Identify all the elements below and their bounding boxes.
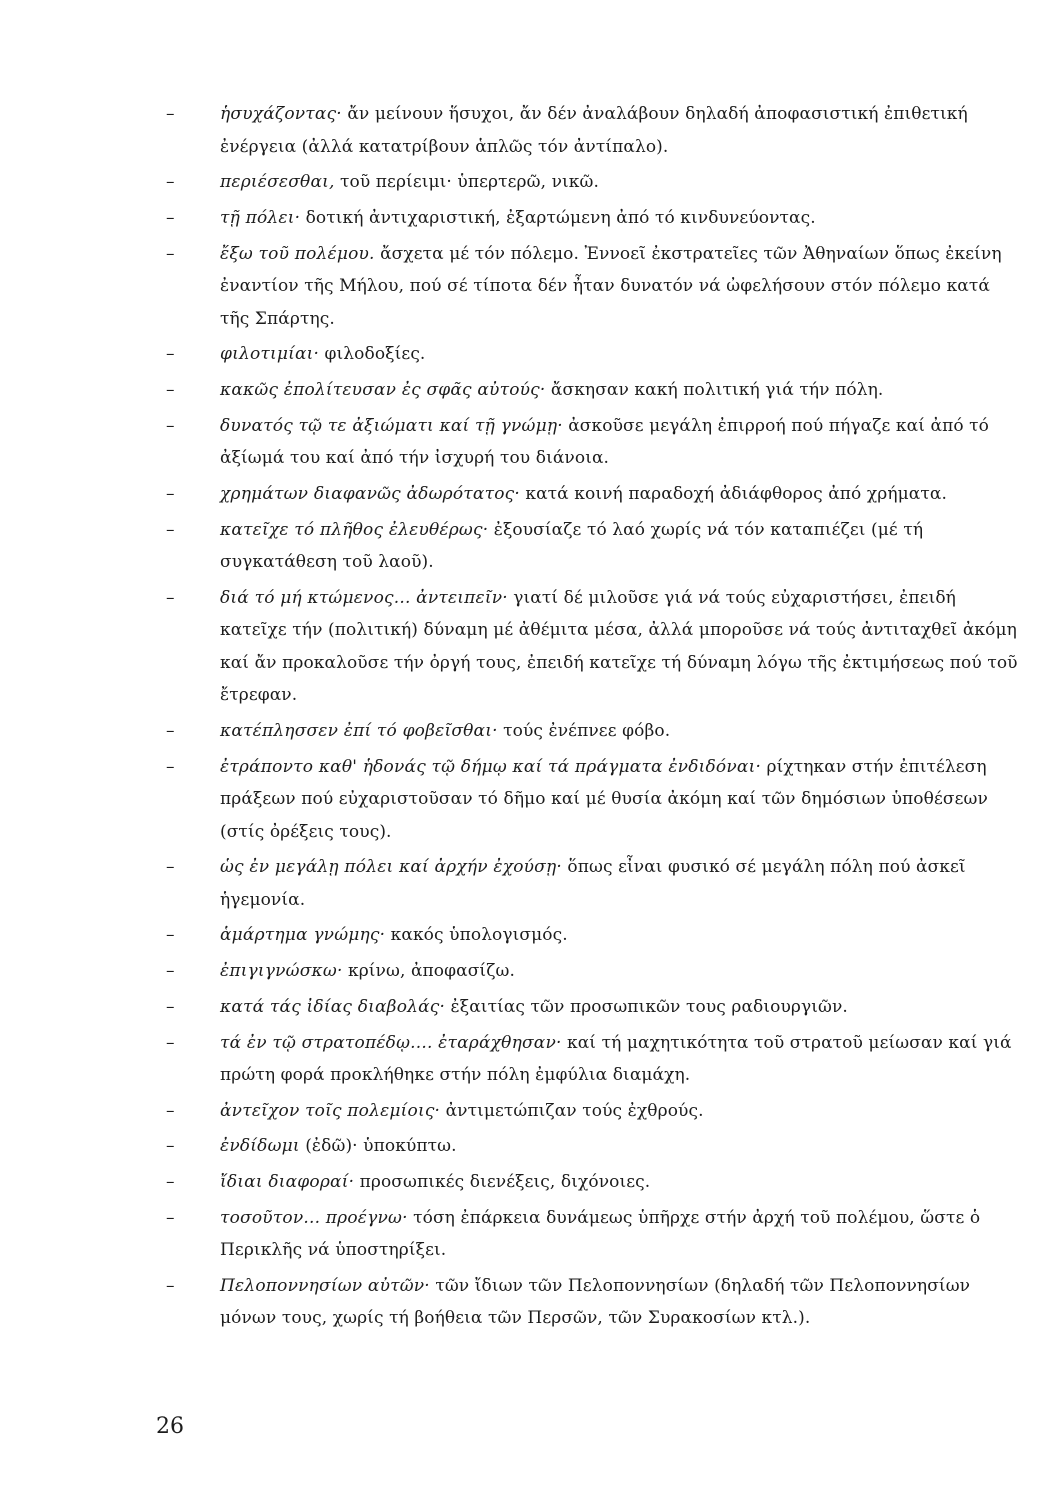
entry-term: διά τό μή κτώμενος... ἀντειπεῖν· [220,587,508,608]
entry-definition: κατά κοινή παραδοχή ἀδιάφθορος ἀπό χρήματα. [525,483,947,504]
glossary-entry [158,1095,1020,1128]
glossary-entry [158,1270,1020,1335]
glossary-entry [158,202,1020,235]
entry-definition: καί τή μαχητικότητα τοῦ στρατοῦ μείωσαν καί γιά πρώτη φορά προκλήθηκε στήν πόλη ἐμφύλια διαμάχη. [220,1032,1012,1085]
entry-term: ἁμάρτημα γνώμης· [220,925,386,946]
glossary-entry [158,238,1020,336]
glossary-entry [158,1202,1020,1267]
glossary-entry [158,751,1020,849]
entry-dash: – [166,379,175,400]
glossary-entry [158,1130,1020,1163]
glossary-entry [158,514,1020,579]
entry-term: κατά τάς ἰδίας διαβολάς· [220,996,446,1017]
entry-term: περιέσεσθαι, [220,172,335,193]
entry-term: τῇ πόλει· [220,207,301,228]
entry-term: κατέπλησσεν ἐπί τό φοβεῖσθαι· [220,720,498,741]
glossary-entry [158,919,1020,952]
entry-term: ἀντεῖχον τοῖς πολεμίοις· [220,1100,441,1121]
entry-term: τοσοῦτον... προέγνω· [220,1207,408,1228]
entry-dash: – [166,1275,175,1296]
entry-dash: – [166,961,175,982]
entry-term: κακῶς ἐπολίτευσαν ἐς σφᾶς αὐτούς· [220,379,546,400]
page-number: 26 [156,1414,184,1439]
entry-dash: – [166,587,175,608]
entry-term: τά ἐν τῷ στρατοπέδῳ.... ἐταράχθησαν· [220,1032,562,1053]
glossary-list [158,98,1020,1338]
entry-definition: (ἐδῶ)· ὑποκύπτω. [305,1136,457,1157]
entry-term: Πελοποννησίων αὐτῶν· [220,1275,430,1296]
entry-definition: τοῦ περίειμι· ὑπερτερῶ, νικῶ. [340,172,599,193]
entry-definition: προσωπικές διενέξεις, διχόνοιες. [359,1172,651,1193]
entry-term: ἐνδίδωμι [220,1136,300,1157]
entry-dash: – [166,415,175,436]
entry-dash: – [166,1172,175,1193]
entry-dash: – [166,172,175,193]
entry-dash: – [166,720,175,741]
glossary-entry [158,1166,1020,1199]
entry-definition: ἀντιμετώπιζαν τούς ἐχθρούς. [445,1100,704,1121]
entry-definition: κρίνω, ἀποφασίζω. [347,961,515,982]
glossary-entry [158,98,1020,163]
entry-dash: – [166,1100,175,1121]
entry-dash: – [166,207,175,228]
entry-dash: – [166,243,175,264]
entry-term: φιλοτιμίαι· [220,344,320,365]
entry-term: ἴδιαι διαφοραί· [220,1172,355,1193]
entry-definition: ἀσκοῦσε μεγάλη ἐπιρροή πού πήγαζε καί ἀπό τό ἀξίωμά του καί ἀπό τήν ἰσχυρή του διάνοια. [220,415,990,469]
entry-dash: – [166,1136,175,1157]
entry-term: ἡσυχάζοντας· [220,104,342,124]
glossary-entry [158,410,1020,475]
glossary-entry [158,1027,1020,1092]
entry-term: ὡς ἐν μεγάλῃ πόλει καί ἀρχήν ἐχούσῃ· [220,857,562,878]
entry-definition: ἄν μείνουν ἥσυχοι, ἄν δέν ἀναλάβουν δηλαδή ἀποφασιστική ἐπιθετική ἐνέργεια (ἀλλά κατατρίβουν ἁπλῶς τόν ἀντίπαλο). [220,104,968,157]
entry-definition: γιατί δέ μιλοῦσε γιά νά τούς εὐχαριστήσει, ἐπειδή κατεῖχε τήν (πολιτική) δύναμη μέ ἀθέμιτα μέσα, ἀλλά μποροῦσε νά τούς ἀντιταχθεῖ ἀκόμη καί ἄν προκαλοῦσε τήν ὀργή τους, ἐπειδή κατεῖχε τή δύναμη λόγω τῆς ἐκτιμήσεως πού τοῦ ἔτρεφαν. [220,587,1018,706]
glossary-entry [158,991,1020,1024]
glossary-entry [158,582,1020,712]
entry-dash: – [166,1207,175,1228]
entry-definition: ρίχτηκαν στήν ἐπιτέλεση πράξεων πού εὐχαριστοῦσαν τό δῆμο καί μέ θυσία ἀκόμη καί τῶν δημόσιων ὑποθέσεων (στίς ὀρέξεις τους). [220,756,988,842]
entry-dash: – [166,1032,175,1053]
entry-definition: δοτική ἀντιχαριστική, ἐξαρτώμενη ἀπό τό κινδυνεύοντας. [305,207,816,228]
entry-dash: – [166,483,175,504]
glossary-entry [158,955,1020,988]
entry-dash: – [166,857,175,878]
entry-term: ἐπιγιγνώσκω· [220,961,343,982]
entry-dash: – [166,756,175,777]
entry-dash: – [166,104,175,124]
glossary-entry [158,338,1020,371]
entry-term: ἐτράποντο καθ' ἡδονάς τῷ δήμῳ καί τά πράγματα ἐνδιδόναι· [220,756,762,777]
entry-definition: ὅπως εἶναι φυσικό σέ μεγάλη πόλη πού ἀσκεῖ ἡγεμονία. [220,857,966,910]
entry-dash: – [166,519,175,540]
entry-definition: ἄσχετα μέ τόν πόλεμο. Ἐννοεῖ ἐκστρατεῖες τῶν Ἀθηναίων ὅπως ἐκείνη ἐναντίον τῆς Μήλου, πού σέ τίποτα δέν ἦταν δυνατόν νά ὠφελήσουν στόν πόλεμο κατά τῆς Σπάρτης. [220,243,1002,329]
entry-term: χρημάτων διαφανῶς ἀδωρότατος· [220,483,520,504]
entry-definition: ἐξουσίαζε τό λαό χωρίς νά τόν καταπιέζει (μέ τή συγκατάθεση τοῦ λαοῦ). [220,519,924,572]
entry-definition: φιλοδοξίες. [324,344,426,365]
entry-dash: – [166,925,175,946]
glossary-entry [158,478,1020,511]
entry-definition: τόση ἐπάρκεια δυνάμεως ὑπῆρχε στήν ἀρχή τοῦ πολέμου, ὥστε ὁ Περικλῆς νά ὑποστηρίξει. [220,1207,981,1261]
entry-dash: – [166,344,175,365]
entry-definition: τούς ἐνέπνεε φόβο. [503,720,671,741]
entry-term: κατεῖχε τό πλῆθος ἐλευθέρως· [220,519,489,540]
entry-definition: ἄσκησαν κακή πολιτική γιά τήν πόλη. [550,379,884,400]
entry-term: δυνατός τῷ τε ἀξιώματι καί τῇ γνώμῃ· [220,415,563,436]
glossary-entry [158,851,1020,916]
entry-definition: τῶν ἴδιων τῶν Πελοποννησίων (δηλαδή τῶν Πελοποννησίων μόνων τους, χωρίς τή βοήθεια τῶν Περσῶν, τῶν Συρακοσίων κτλ.). [220,1275,971,1329]
glossary-entry [158,166,1020,199]
glossary-entry [158,374,1020,407]
entry-definition: κακός ὑπολογισμός. [390,925,568,946]
entry-definition: ἐξαιτίας τῶν προσωπικῶν τους ραδιουργιῶν. [450,996,848,1017]
entry-dash: – [166,996,175,1017]
entry-term: ἔξω τοῦ πολέμου. [220,243,375,264]
glossary-entry [158,715,1020,748]
